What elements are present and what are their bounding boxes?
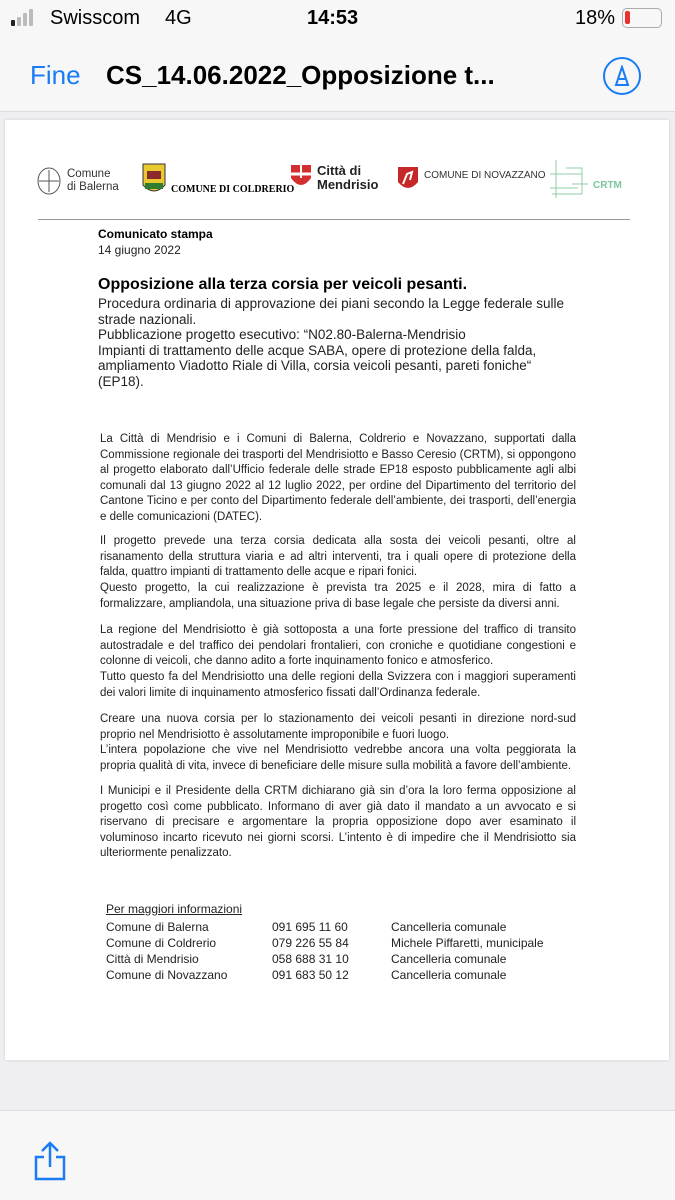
mendrisio-crest-icon [290,164,312,192]
clock: 14:53 [307,7,359,29]
bottom-toolbar [0,1110,675,1200]
contacts-table [106,902,544,984]
balerna-line2: di Balerna [67,181,119,193]
logo-mendrisio [290,164,378,192]
paragraph: La regione del Mendrisiotto è già sottoposta a una forte pressione del traffico di transito autostradale e del traffico dei pendolari frontalieri, con croniche e quotidiane congestioni e colonne di veicoli, che danno adito a forte inquinamento fonico e atmosferico. [100,624,576,667]
subtitle [98,296,568,390]
contact-name: Comune di Coldrerio [106,936,217,950]
carrier: Swisscom [50,7,141,29]
battery-percent: 18% [575,7,616,29]
contact-row [106,968,544,984]
mendrisio-line1: Città di [317,163,362,178]
contact-row [106,920,544,936]
subtitle-line: Impianti di trattamento delle acque SABA, opere di protezione della falda, ampliamento Viadotto Riale di Villa, corsia veicoli pesanti, pareti foniche“ (EP18). [98,342,537,389]
contacts-title: Per maggiori informazioni [106,902,243,916]
done-button[interactable]: Fine [30,60,81,90]
crtm-text: CRTM [593,179,622,191]
logo-crtm [548,158,622,200]
document-title: CS_14.06.2022_Opposizione t... [106,60,495,90]
subtitle-line: Pubblicazione progetto esecutivo: “N02.80-Balerna-Mendrisio [98,327,466,343]
logo-coldrerio [142,163,294,197]
contact-name: Comune di Balerna [106,920,209,934]
status-bar [0,0,675,40]
paragraph: Questo progetto, la cui realizzazione è prevista tra 2025 e il 2028, mira di fatto a formalizzare, ampliandola, una situazione priva di base legale che persiste da diversi anni. [100,582,576,610]
nav-bar [0,40,675,112]
headline: Opposizione alla terza corsia per veicoli pesanti. [98,276,468,293]
contact-person: Cancelleria comunale [391,952,507,966]
contact-row [106,936,544,952]
contact-name: Comune di Novazzano [106,968,228,982]
battery-icon [622,8,662,28]
coldrerio-crest-icon [142,163,166,197]
coldrerio-text: COMUNE DI COLDRERIO [171,183,295,195]
contact-phone: 079 226 55 84 [272,936,349,950]
paragraph: I Municipi e il Presidente della CRTM dichiarano già sin d’ora la loro ferma opposizione al progetto così come pubblicato. Informano di aver già dato il mandato a un avvocato e si riservano di precisare e argomentare la propria opposizione dopo aver esaminato il voluminoso incarto ricevuto nei giorni scorsi. L’intento è di impedire che il Mendrisiotto sia ulteriormente penalizzato. [100,785,576,859]
network-type: 4G [165,7,192,29]
paragraph: Tutto questo fa del Mendrisiotto una delle regioni della Svizzera con i maggiori superamenti dei valori limite di inquinamento atmosferico fissati dall’Ordinanza federale. [100,671,576,699]
contact-person: Cancelleria comunale [391,968,507,982]
balerna-line1: Comune [67,168,111,180]
novazzano-crest-icon [397,166,419,194]
paragraph: Il progetto prevede una terza corsia dedicata alla sosta dei veicoli pesanti, oltre al risanamento della struttura viaria e ad altri interventi, tra i quali opere di protezione della falda, quattro impianti di trattamento delle acque e ripari fonici. [100,535,576,578]
logo-balerna [36,166,119,196]
crtm-map-icon [548,158,588,200]
signal-icon [11,9,33,26]
paragraph: Creare una nuova corsia per lo stazionamento dei veicoli pesanti in direzione nord-sud proprio nel Mendrisiotto è assolutamente improponibile e fuori luogo. [100,713,576,741]
subtitle-line: Procedura ordinaria di approvazione dei piani secondo la Legge federale sulle strade nazionali. [98,296,565,327]
contact-person: Cancelleria comunale [391,920,507,934]
header-divider [38,219,630,220]
paragraph: La Città di Mendrisio e i Comuni di Balerna, Coldrerio e Novazzano, supportati dalla Commissione regionale dei trasporti del Mendrisiotto e Basso Ceresio (CRTM), si oppongono al progetto elaborato dall’Ufficio federale delle strade EP18 esposto pubblicamente agli albi comunali dal 13 giugno 2022 al 12 luglio 2022, per ordine del Dipartimento del territorio del Cantone Ticino e per conto del Dipartimento federale dell’ambiente, dei trasporti, dell’energia e delle comunicazioni (DATEC). [100,433,576,523]
mendrisio-line2: Mendrisio [317,177,379,192]
doc-label: Comunicato stampa [98,227,213,241]
logo-strip [0,158,675,203]
contact-phone: 091 683 50 12 [272,968,349,982]
doc-date: 14 giugno 2022 [98,243,181,257]
paragraph: L’intera popolazione che vive nel Mendrisiotto vedrebbe ancora una volta peggiorata la propria qualità di vita, invece di beneficiare delle misure sulla mobilità a favore dell’ambiente. [100,744,576,772]
novazzano-text: COMUNE DI NOVAZZANO [424,169,546,181]
contact-person: Michele Piffaretti, municipale [391,936,544,950]
balerna-crest-icon [36,166,62,196]
contact-name: Città di Mendrisio [106,952,199,966]
contact-row [106,952,544,968]
contact-phone: 058 688 31 10 [272,952,349,966]
share-icon[interactable] [33,1141,67,1181]
logo-novazzano [397,166,545,194]
markup-pen-icon[interactable] [603,57,641,95]
contact-phone: 091 695 11 60 [272,920,348,934]
